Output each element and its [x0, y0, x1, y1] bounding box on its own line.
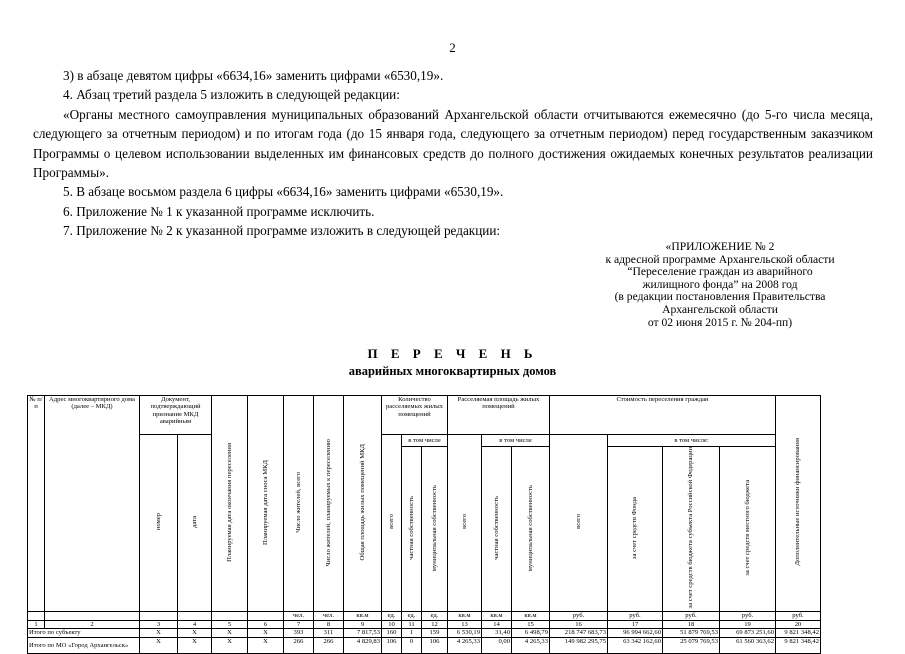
table-cell: 149 982 295,75 [550, 637, 608, 653]
header-plan-demolish: Планируемая дата сноса МКД [248, 396, 284, 612]
table-cell: 96 994 662,60 [608, 629, 663, 637]
houses-table [27, 395, 821, 654]
table-cell: 7 817,53 [344, 629, 382, 637]
table-cell: 106 [422, 637, 448, 653]
header-rooms-municipal: муниципальная собственность [422, 447, 448, 612]
table-cell: X [140, 637, 178, 653]
unit-cell: ед. [402, 611, 422, 620]
table-cell: 4 829,83 [344, 637, 382, 653]
table-cell: 4 265,33 [512, 637, 550, 653]
paragraph-7: 7. Приложение № 2 к указанной программе изложить в следующей редакции: [63, 223, 501, 239]
col-number: 7 [284, 620, 314, 628]
paragraph-quote: «Органы местного самоуправления муниципальных образований Архангельской области отчитываются ежемесячно (до 5-го числа месяца, следующего за отчетным периодом) и по итогам года (до 15 января года, следующего за отчетным периодом) перед государственным заказчиком Программы о целевом использовании выделенных им финансовых средств до полного достижения ожидаемых конечных результатов реализации Программы». [33, 106, 873, 181]
header-address: Адрес многоквартирного дома (далее – МКД) [45, 396, 140, 612]
header-area-private: частная собственность [482, 447, 512, 612]
unit-cell: руб. [608, 611, 663, 620]
table-cell: 106 [382, 637, 402, 653]
header-residents: Число жителей, всего [284, 396, 314, 612]
body-text [33, 66, 873, 241]
table-cell: 63 342 162,60 [608, 637, 663, 653]
table-cell: X [178, 629, 212, 637]
table-cell: X [248, 629, 284, 637]
unit-cell: руб. [776, 611, 821, 620]
row-label: Итого по МО «Город Архангельск» [28, 637, 140, 653]
header-cost-total: всего [550, 435, 608, 612]
col-number: 18 [663, 620, 720, 628]
appendix-line: (в редакции постановления Правительства [614, 290, 826, 304]
table-cell: 266 [284, 637, 314, 653]
appendix-line: «ПРИЛОЖЕНИЕ № 2 [665, 240, 775, 253]
header-area-municipal: муниципальная собственность [512, 447, 550, 612]
table-cell: X [248, 637, 284, 653]
header-relocated-area: Расселяемая площадь жилых помещений [448, 396, 550, 435]
table-cell: 6 530,19 [448, 629, 482, 637]
table-cell: 0 [402, 637, 422, 653]
table-cell: 160 [382, 629, 402, 637]
col-number: 4 [178, 620, 212, 628]
header-cost-local: за счет средств местного бюджета [720, 447, 776, 612]
table-cell: X [212, 629, 248, 637]
col-number: 19 [720, 620, 776, 628]
table-cell: 9 821 348,42 [776, 637, 821, 653]
col-number: 5 [212, 620, 248, 628]
header-residents-planned: Число жителей, планируемых к переселению [314, 396, 344, 612]
header-cost-incl: в том числе: [608, 435, 776, 447]
table-cell: X [212, 637, 248, 653]
header-plan-end: Планируемая дата окончания переселения [212, 396, 248, 612]
table-row [28, 629, 821, 637]
header-document: Документ, подтверждающий признание МКД аварийным [140, 396, 212, 435]
list-subtitle: аварийных многоквартирных домов [348, 364, 557, 378]
header-area-incl: в том числе [482, 435, 550, 447]
units-row [28, 611, 821, 620]
table-cell: 311 [314, 629, 344, 637]
col-number: 15 [512, 620, 550, 628]
list-title: П Е Р Е Ч Е Н Ь [367, 346, 538, 361]
table-cell: 69 873 251,60 [720, 629, 776, 637]
unit-cell: кв.м [482, 611, 512, 620]
table-cell: 31,40 [482, 629, 512, 637]
appendix-line: жилищного фонда” на 2008 год [642, 277, 798, 291]
paragraph-5: 5. В абзаце восьмом раздела 6 цифры «6634,16» заменить цифрами «6530,19». [63, 184, 504, 200]
unit-cell: руб. [663, 611, 720, 620]
header-rooms-incl: в том числе [402, 435, 448, 447]
table-cell: 51 879 769,53 [663, 629, 720, 637]
unit-cell: кв.м [344, 611, 382, 620]
appendix-line: “Переселение граждан из аварийного [627, 265, 813, 279]
col-number: 3 [140, 620, 178, 628]
paragraph-3: 3) в абзаце девятом цифры «6634,16» заменить цифрами «6530,19». [63, 68, 444, 83]
col-number: 1 [28, 620, 45, 628]
unit-cell: чел. [284, 611, 314, 620]
table-cell: 218 747 683,73 [550, 629, 608, 637]
col-number: 6 [248, 620, 284, 628]
paragraph-4: 4. Абзац третий раздела 5 изложить в следующей редакции: [63, 87, 400, 103]
col-number: 13 [448, 620, 482, 628]
table-cell: 393 [284, 629, 314, 637]
header-count-rooms: Количество расселяемых жилых помещений [382, 396, 448, 435]
row-label: Итого по субъекту [28, 629, 140, 637]
unit-cell: кв.м [448, 611, 482, 620]
col-number: 11 [402, 620, 422, 628]
col-number: 20 [776, 620, 821, 628]
unit-cell: ед. [382, 611, 402, 620]
col-number: 10 [382, 620, 402, 628]
table-cell: 266 [314, 637, 344, 653]
header-rooms-private: частная собственность [402, 447, 422, 612]
header-area-total: всего [448, 435, 482, 612]
table-cell: X [140, 629, 178, 637]
col-number: 9 [344, 620, 382, 628]
table-cell: 159 [422, 629, 448, 637]
header-doc-date: дата [178, 435, 212, 612]
page-number: 2 [449, 40, 456, 55]
header-area: Общая площадь жилых помещений МКД [344, 396, 382, 612]
header-no: № п/п [28, 396, 45, 612]
appendix-block [585, 241, 855, 329]
unit-cell: руб. [550, 611, 608, 620]
header-cost-fund: за счет средств Фонда [608, 447, 663, 612]
table-cell: 25 079 769,53 [663, 637, 720, 653]
table-cell: 61 560 363,62 [720, 637, 776, 653]
table-cell: X [178, 637, 212, 653]
col-number: 8 [314, 620, 344, 628]
header-rooms-total: всего [382, 435, 402, 612]
paragraph-6: 6. Приложение № 1 к указанной программе исключить. [63, 203, 375, 219]
col-number: 17 [608, 620, 663, 628]
table-cell: 0,00 [482, 637, 512, 653]
appendix-line: от 02 июня 2015 г. № 204-пп) [647, 315, 793, 329]
col-number: 12 [422, 620, 448, 628]
col-number: 14 [482, 620, 512, 628]
column-numbers-row [28, 620, 821, 628]
appendix-line: Архангельской области [662, 302, 778, 316]
appendix-line: к адресной программе Архангельской области [605, 252, 835, 266]
unit-cell: чел. [314, 611, 344, 620]
table-cell: 6 498,79 [512, 629, 550, 637]
header-doc-number: номер [140, 435, 178, 612]
header-additional: Дополнительные источники финансирования [776, 396, 821, 612]
unit-cell: кв.м [512, 611, 550, 620]
unit-cell: руб. [720, 611, 776, 620]
col-number: 2 [45, 620, 140, 628]
table-cell: 4 265,33 [448, 637, 482, 653]
header-cost: Стоимость переселения граждан [550, 396, 776, 435]
header-cost-regional: за счет средств бюджета субъекта Российской Федерации [663, 447, 720, 612]
table-cell: 9 821 348,42 [776, 629, 821, 637]
col-number: 16 [550, 620, 608, 628]
table-cell: 1 [402, 629, 422, 637]
unit-cell: ед. [422, 611, 448, 620]
